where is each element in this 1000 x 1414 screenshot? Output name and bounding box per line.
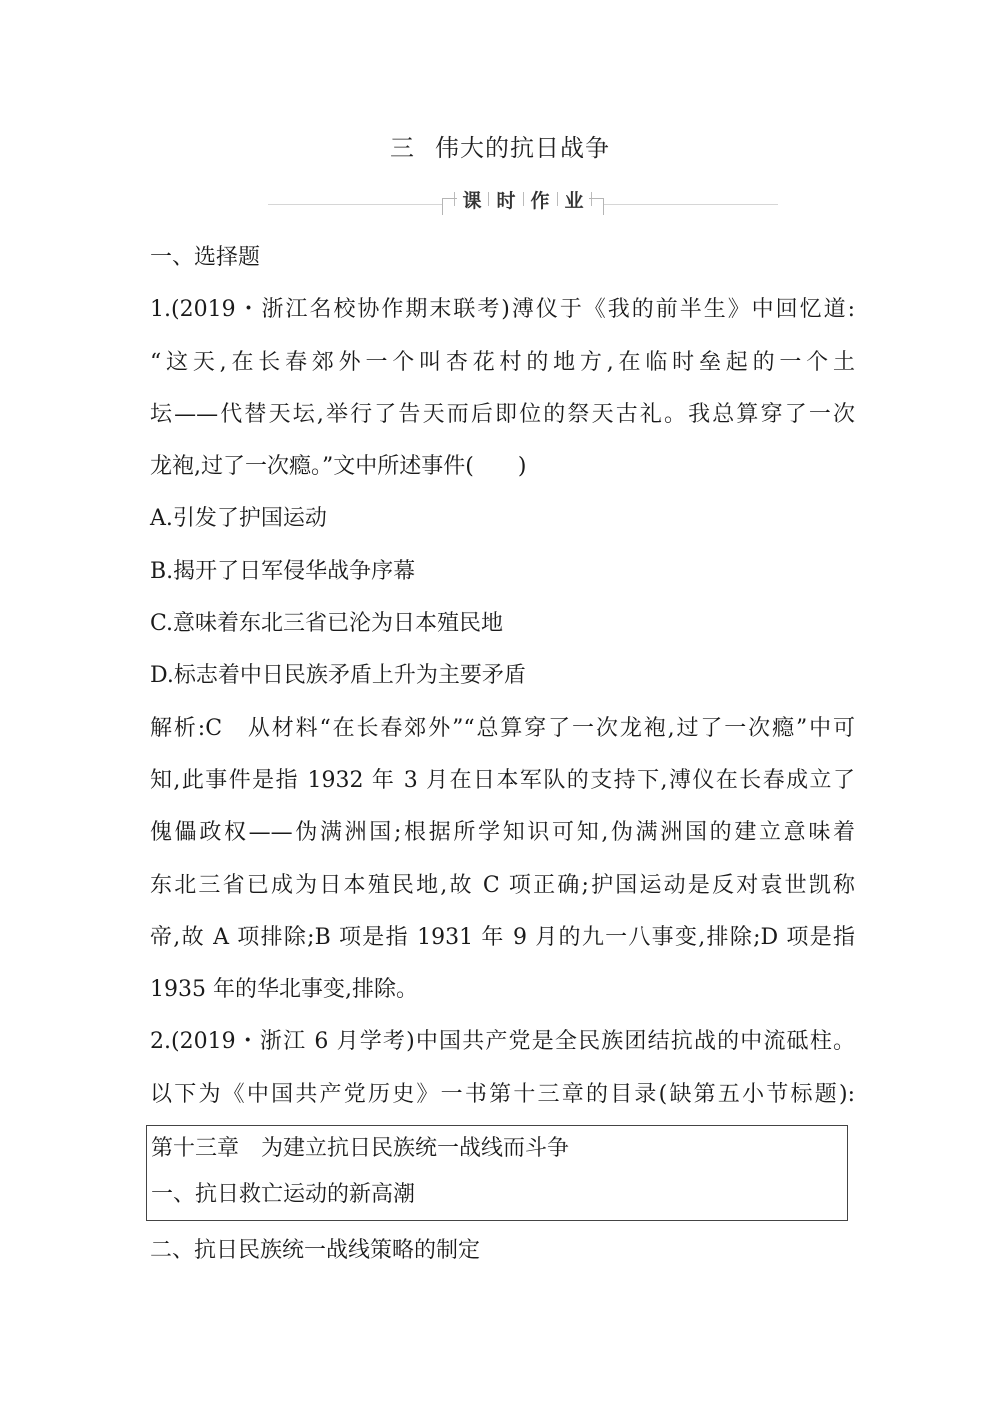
question-2 (150, 1016, 855, 1277)
divider-right (604, 204, 778, 205)
question-1-stem-line: 坛——代替天坛,举行了告天而后即位的祭天古礼。我总算穿了一次 (150, 401, 855, 427)
banner-char: 时 (496, 189, 516, 212)
question-2-stem-line: 以下为《中国共产党历史》一书第十三章的目录(缺第五小节标题): (150, 1081, 855, 1107)
divider-left (268, 204, 442, 205)
option-d: D.标志着中日民族矛盾上升为主要矛盾 (150, 663, 526, 689)
analysis-line: 帝,故 A 项排除;B 项是指 1931 年 9 月的九一八事变,排除;D 项是指 (150, 924, 855, 950)
homework-banner (268, 186, 778, 216)
analysis-line: 东北三省已成为日本殖民地,故 C 项正确;护国运动是反对袁世凯称 (150, 872, 855, 898)
analysis-line: 傀儡政权——伪满洲国;根据所学知识可知,伪满洲国的建立意味着 (150, 820, 855, 846)
banner-label (454, 186, 591, 213)
section-number: 三 (390, 134, 415, 162)
option-a: A.引发了护国运动 (150, 506, 327, 532)
question-1-stem-line: “这天,在长春郊外一个叫杏花村的地方,在临时垒起的一个土 (150, 349, 855, 375)
question-1-stem-line: 1.(2019・浙江名校协作期末联考)溥仪于《我的前半生》中回忆道: (150, 297, 855, 323)
analysis-line: 1935 年的华北事变,排除。 (150, 977, 418, 1003)
question-1-stem-line: 龙袍,过了一次瘾。”文中所述事件( ) (150, 454, 527, 480)
chapter-title: 伟大的抗日战争 (435, 134, 610, 162)
banner-char: 课 (462, 189, 482, 212)
page-title (0, 128, 1000, 163)
option-b: B.揭开了日军侵华战争序幕 (150, 558, 416, 584)
table-of-contents-box (146, 1125, 848, 1221)
analysis-line: 知,此事件是指 1932 年 3 月在日本军队的支持下,溥仪在长春成立了 (150, 767, 855, 793)
bracket-left-decoration (442, 198, 457, 213)
bracket-right-decoration (589, 198, 604, 213)
question-1 (150, 284, 855, 1016)
document-body (150, 232, 855, 1277)
toc-item: 二、抗日民族统一战线策略的制定 (150, 1238, 481, 1264)
question-2-stem-line: 2.(2019・浙江 6 月学考)中国共产党是全民族团结抗战的中流砥柱。 (150, 1029, 855, 1055)
section-heading: 一、选择题 (150, 245, 261, 270)
toc-item: 一、抗日救亡运动的新高潮 (151, 1182, 416, 1208)
banner-char: 作 (530, 189, 550, 212)
option-c: C.意味着东北三省已沦为日本殖民地 (150, 611, 504, 637)
toc-chapter-title: 第十三章 为建立抗日民族统一战线而斗争 (151, 1136, 570, 1162)
analysis-line: 解析:C 从材料“在长春郊外”“总算穿了一次龙袍,过了一次瘾”中可 (150, 715, 855, 741)
banner-tag (442, 186, 604, 212)
banner-char: 业 (564, 189, 584, 212)
